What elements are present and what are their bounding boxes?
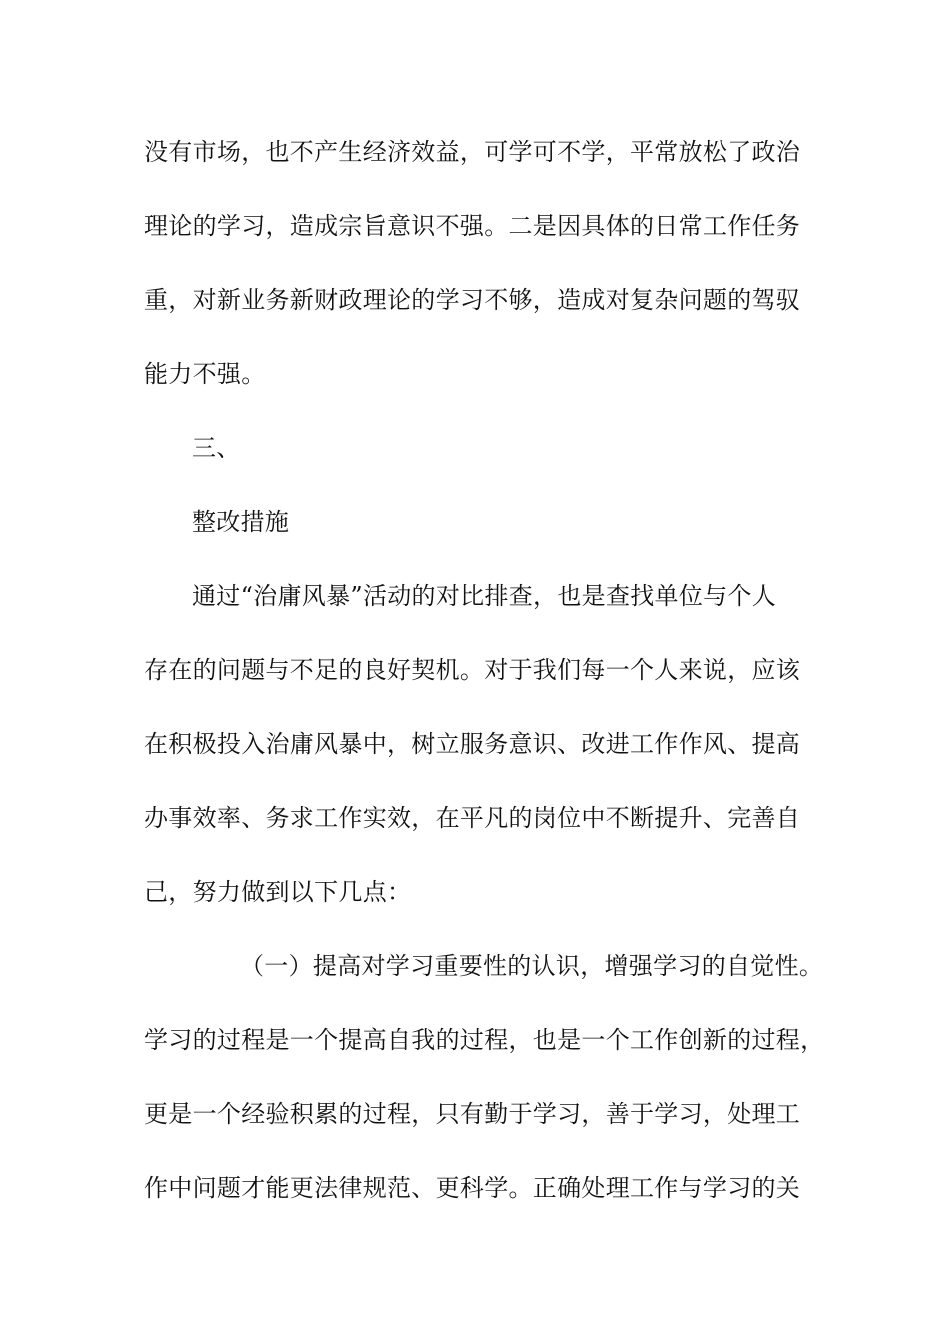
- paragraph-line: 办事效率、务求工作实效，在平凡的岗位中不断提升、完善自: [144, 804, 801, 832]
- paragraph-line: 重，对新业务新财政理论的学习不够，造成对复杂问题的驾驭: [144, 286, 801, 314]
- paragraph-line: 通过“治庸风暴”活动的对比排查，也是查找单位与个人: [192, 582, 777, 610]
- subsection-heading: （一）提高对学习重要性的认识，增强学习的自觉性。: [240, 952, 824, 980]
- section-heading: 整改措施: [192, 508, 290, 536]
- paragraph-line: 更是一个经验积累的过程，只有勤于学习，善于学习，处理工: [144, 1100, 801, 1128]
- section-number: 三、: [192, 434, 241, 462]
- paragraph-line: 学习的过程是一个提高自我的过程，也是一个工作创新的过程，: [144, 1026, 825, 1054]
- paragraph-line: 在积极投入治庸风暴中，树立服务意识、改进工作作风、提高: [144, 730, 801, 758]
- paragraph-line: 己，努力做到以下几点：: [144, 878, 412, 906]
- paragraph-line: 作中问题才能更法律规范、更科学。正确处理工作与学习的关: [144, 1174, 801, 1202]
- paragraph-line: 能力不强。: [144, 360, 266, 388]
- paragraph-line: 没有市场，也不产生经济效益，可学可不学，平常放松了政治: [144, 138, 801, 166]
- paragraph-line: 理论的学习，造成宗旨意识不强。二是因具体的日常工作任务: [144, 212, 801, 240]
- paragraph-line: 存在的问题与不足的良好契机。对于我们每一个人来说，应该: [144, 656, 801, 684]
